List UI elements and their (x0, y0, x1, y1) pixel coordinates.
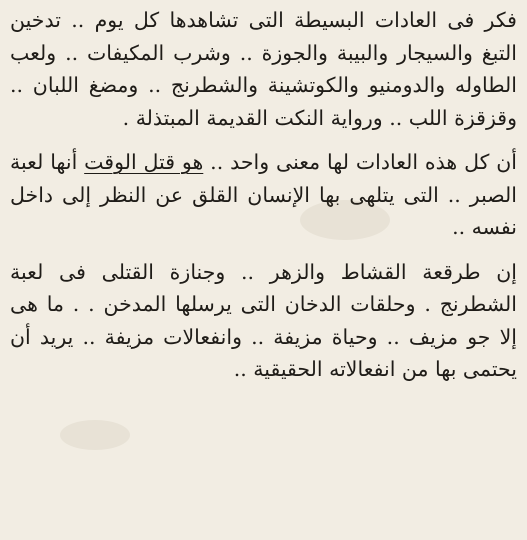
paragraph-2 (10, 146, 517, 244)
paragraph-1: فكر فى العادات البسيطة التى تشاهدها كل يوم .. تدخين التبغ والسيجار والبيبة والجوزة .. وشرب المكيفات .. ولعب الطاوله والدومنيو والكوتشينة والشطرنج .. ومضغ اللبان .. وقزقزة اللب .. ورواية النكت القديمة المبتذلة . (10, 8, 517, 130)
paragraph-2-text-after: أنها لعبة الصبر .. التى يتلهى بها الإنسان القلق عن النظر إلى داخل نفسه .. (10, 150, 517, 239)
underlined-phrase: هو قتل الوقت (84, 150, 204, 174)
paragraph-3: إن طرقعة القشاط والزهر .. وجنازة القتلى فى لعبة الشطرنج . وحلقات الدخان التى يرسلها المدخن . . ما هى إلا جو مزيف .. وحياة مزيفة .. وانفعالات مزيفة .. يريد أن يحتمى بها من انفعالاته الحقيقية .. (10, 259, 517, 381)
paragraph-2-text-before: أن كل هذه العادات لها معنى واحد .. (203, 150, 517, 174)
